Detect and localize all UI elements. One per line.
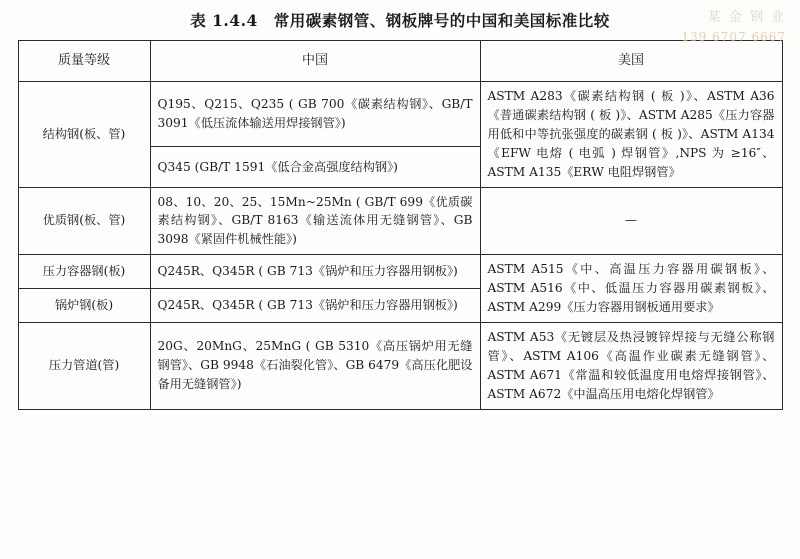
column-header-usa: 美国 bbox=[480, 41, 782, 82]
table-row bbox=[18, 82, 782, 147]
table-row bbox=[18, 187, 782, 255]
column-header-china: 中国 bbox=[150, 41, 480, 82]
cell-category-2: 优质钢(板、管) bbox=[18, 187, 150, 255]
column-header-quality-grade: 质量等级 bbox=[18, 41, 150, 82]
cell-china-2: 08、10、20、25、15Mn~25Mn ( GB/T 699《优质碳素结构钢》、GB/T 8163《输送流体用无缝钢管》、GB 3098《紧固件机械性能》) bbox=[150, 187, 480, 255]
table-row bbox=[18, 255, 782, 289]
cell-china-1b: Q345 (GB/T 1591《低合金高强度结构钢》) bbox=[150, 147, 480, 187]
watermark-line-1: 某 金 钢 业 bbox=[707, 10, 786, 25]
cell-usa-1: ASTM A283《碳素结构钢 ( 板 )》、ASTM A36《普通碳素结构钢 ( 板 )》、ASTM A285《压力容器用低和中等抗张强度的碳素钢 ( 板 )》、ASTM A134《EFW 电熔 ( 电弧 ) 焊钢管》,NPS 为 ≥16″、ASTM A135《ERW 电阻焊钢管》 bbox=[480, 82, 782, 188]
cell-category-5: 压力管道(管) bbox=[18, 322, 150, 409]
table-title: 表 1.4.4 常用碳素钢管、钢板牌号的中国和美国标准比较 bbox=[190, 11, 610, 30]
cell-china-3: Q245R、Q345R ( GB 713《锅炉和压力容器用钢板》) bbox=[150, 255, 480, 289]
watermark-line-2: 139 6707 6667 bbox=[681, 29, 786, 44]
cell-category-3: 压力容器钢(板) bbox=[18, 255, 150, 289]
comparison-table bbox=[18, 40, 783, 410]
cell-category-4: 锅炉钢(板) bbox=[18, 289, 150, 323]
cell-china-5: 20G、20MnG、25MnG ( GB 5310《高压锅炉用无缝钢管》、GB 9948《石油裂化管》、GB 6479《高压化肥设备用无缝钢管》) bbox=[150, 322, 480, 409]
cell-china-1a: Q195、Q215、Q235 ( GB 700《碳素结构钢》、GB/T 3091《低压流体输送用焊接钢管》) bbox=[150, 82, 480, 147]
cell-usa-5: ASTM A53《无镀层及热浸镀锌焊接与无缝公称钢管》、ASTM A106《高温作业碳素无缝钢管》、ASTM A671《常温和较低温度用电熔焊接钢管》、ASTM A672《中温高压用电熔化焊钢管》 bbox=[480, 322, 782, 409]
cell-china-4: Q245R、Q345R ( GB 713《锅炉和压力容器用钢板》) bbox=[150, 289, 480, 323]
cell-usa-3: ASTM A515《中、高温压力容器用碳钢板》、ASTM A516《中、低温压力容器用碳素钢板》、ASTM A299《压力容器用钢板通用要求》 bbox=[480, 255, 782, 323]
table-row bbox=[18, 322, 782, 409]
table-header-row bbox=[18, 41, 782, 82]
cell-usa-2: — bbox=[480, 187, 782, 255]
cell-category-1: 结构钢(板、管) bbox=[18, 82, 150, 188]
